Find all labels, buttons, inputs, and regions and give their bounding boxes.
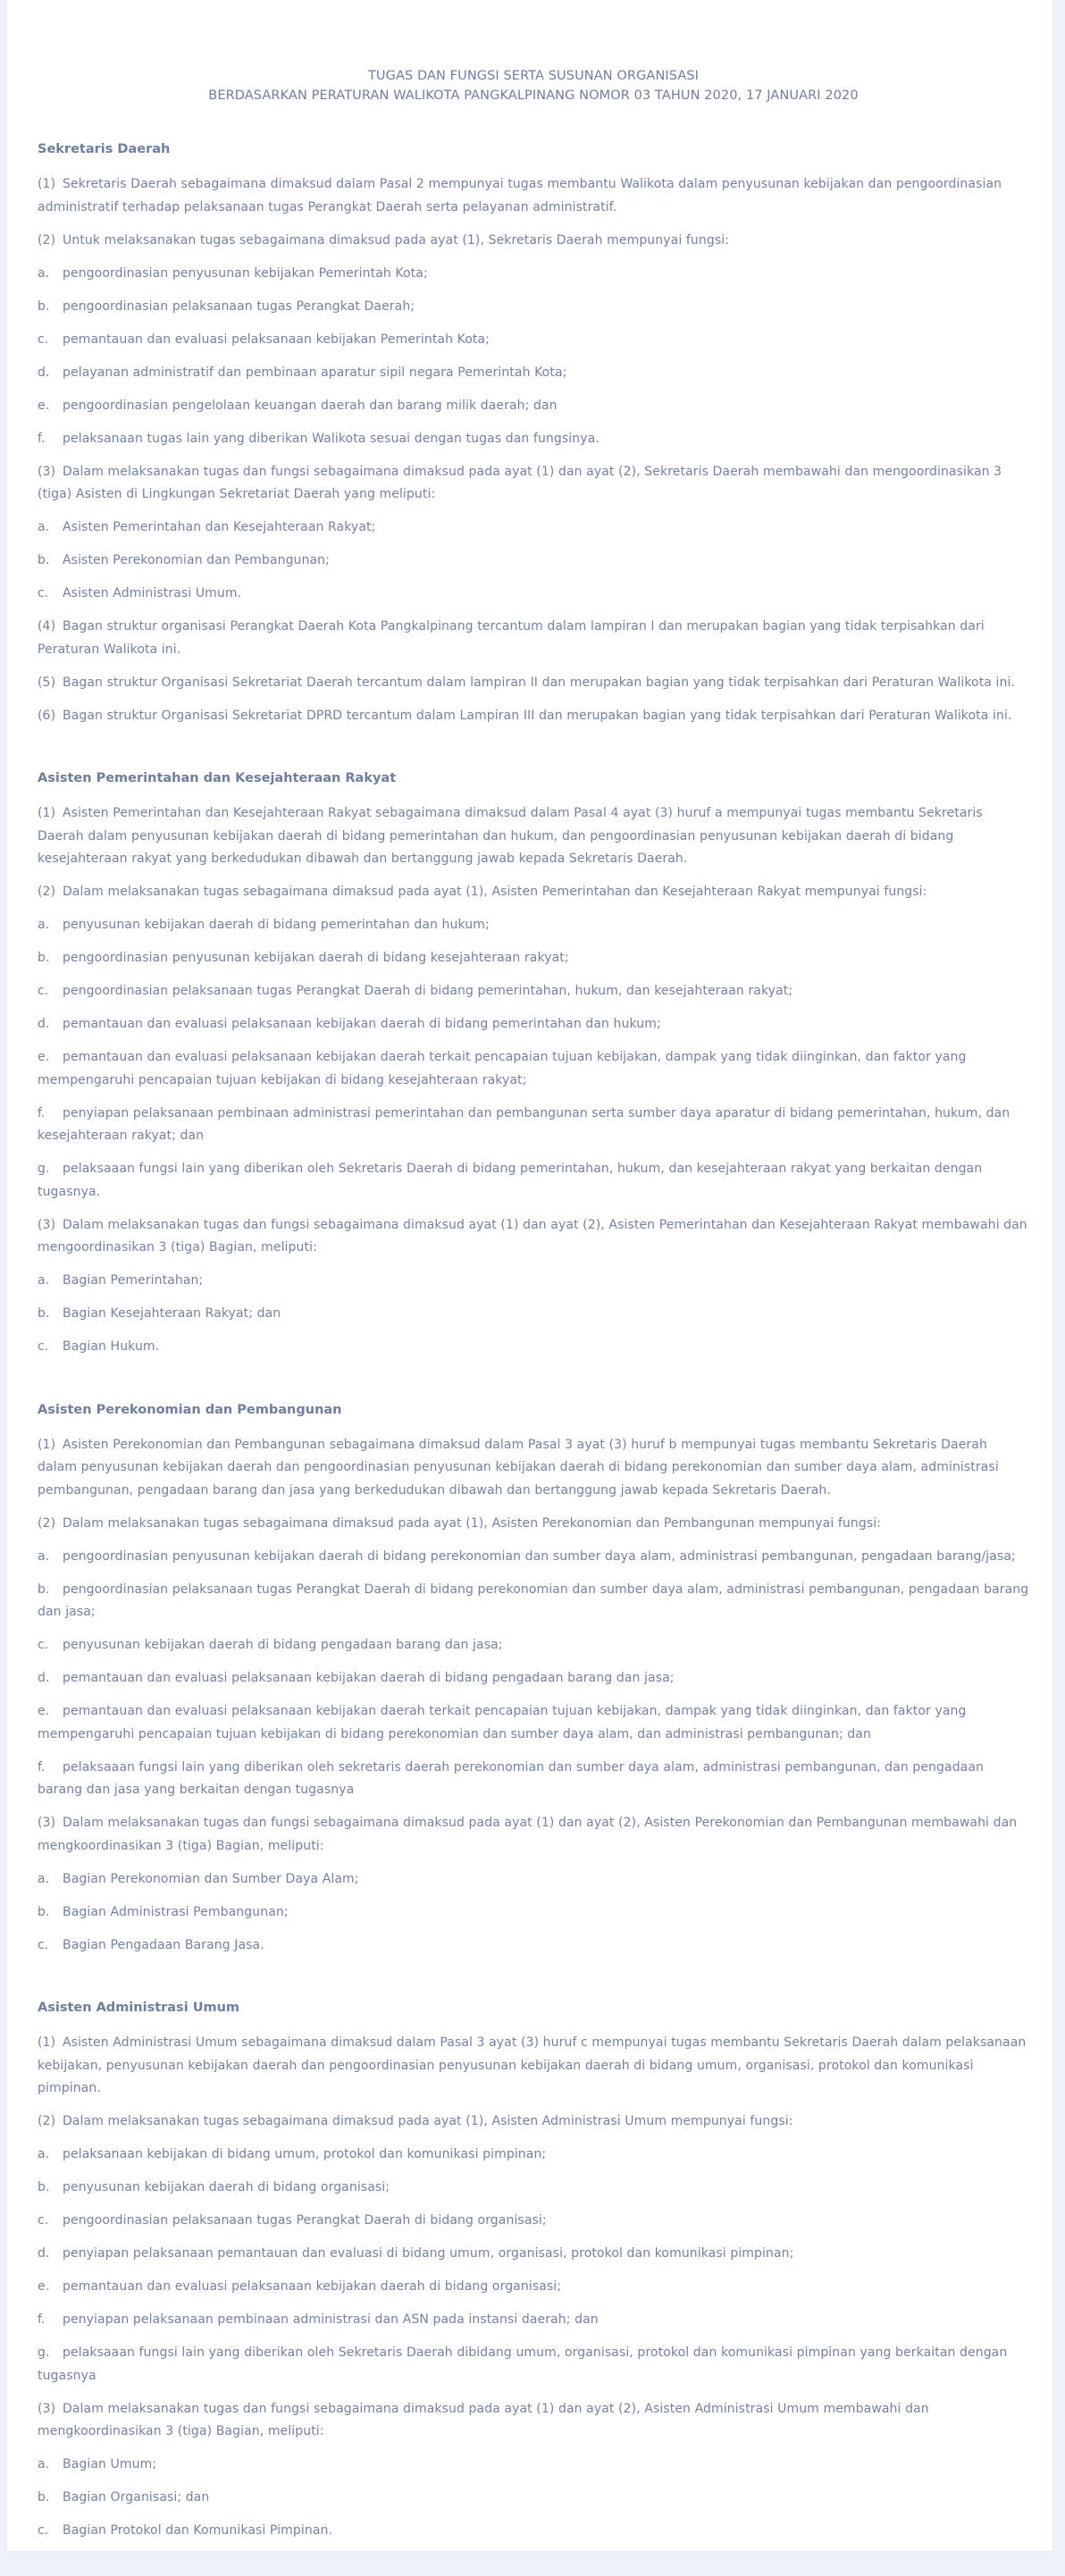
item-text: Bagian Kesejahteraan Rakyat; dan — [63, 1306, 281, 1321]
list-item — [38, 1214, 1029, 1260]
section-heading: Asisten Pemerintahan dan Kesejahteraan Rakyat — [38, 771, 397, 785]
list-item — [38, 705, 1029, 728]
item-text: pelaksaaan fungsi lain yang diberikan oleh sekretaris daerah perekonomian dan sumber daya alam, administrasi pembangunan, dan pengadaan barang dan jasa yang berkaitan dengan tugasnya — [38, 1759, 985, 1797]
item-text: Asisten Perekonomian dan Pembangunan sebagaimana dimaksud dalam Pasal 3 ayat (3) huruf b mempunyai tugas membantu Sekretaris Daerah dalam penyusunan kebijakan daerah dan pengoordinasian penyusunan kebijakan daerah di bidang perekonomian dan sumber daya alam, administrasi pembangunan, pengadaan barang dan jasa yang berkedudukan dibawah dan bertanggung jawab kepada Sekretaris Daerah. — [38, 1437, 999, 1498]
list-item — [38, 329, 1029, 352]
section — [38, 1400, 1029, 1958]
item-text: Bagian Protokol dan Komunikasi Pimpinan. — [63, 2523, 333, 2538]
list-item — [38, 2177, 1029, 2200]
list-item — [38, 230, 1029, 253]
item-marker: (6) — [38, 708, 56, 723]
list-item — [38, 2243, 1029, 2266]
document-title-line-2: BERDASARKAN PERATURAN WALIKOTA PANGKALPINANG NOMOR 03 TAHUN 2020, 17 JANUARI 2020 — [208, 88, 859, 103]
item-text: pemantauan dan evaluasi pelaksanaan kebijakan Pemerintah Kota; — [63, 331, 490, 347]
item-marker: (1) — [38, 177, 56, 191]
item-text: Bagian Hukum. — [63, 1339, 160, 1354]
list-item — [38, 802, 1029, 871]
item-marker: d. — [38, 1017, 50, 1031]
item-marker: (1) — [38, 1437, 56, 1452]
item-text: pengoordinasian pengelolaan keuangan daerah dan barang milik daerah; dan — [63, 398, 558, 413]
item-marker: a. — [38, 2457, 50, 2471]
item-marker: (1) — [38, 2035, 56, 2050]
item-text: pengoordinasian pelaksanaan tugas Perangkat Daerah di bidang pemerintahan, hukum, dan kesejahteraan rakyat; — [63, 984, 793, 998]
list-item — [38, 395, 1029, 418]
item-text: Bagan struktur Organisasi Sekretariat Daerah tercantum dalam lampiran II dan merupakan bagian yang tidak terpisahkan dari Peraturan Walikota ini. — [63, 675, 1016, 690]
item-marker: e. — [38, 1050, 50, 1064]
list-item — [38, 362, 1029, 385]
list-item — [38, 2520, 1029, 2543]
item-marker: b. — [38, 553, 50, 567]
section-heading: Asisten Administrasi Umum — [38, 2001, 240, 2015]
item-text: Asisten Administrasi Umum sebagaimana dimaksud dalam Pasal 3 ayat (3) huruf c mempunyai tugas membantu Sekretaris Daerah dalam pelaksanaan kebijakan, penyusunan kebijakan daerah dan pengoordinasian penyusunan kebijakan daerah di bidang umum, organisasi, protokol dan komunikasi pimpinan. — [38, 2035, 1027, 2095]
item-marker: c. — [38, 2213, 49, 2228]
item-text: Dalam melaksanakan tugas dan fungsi sebagaimana dimaksud pada ayat (1) dan ayat (2), Asisten Perekonomian dan Pembangunan membawahi dan mengkoordinasikan 3 (tiga) Bagian, meliputi: — [38, 1816, 1018, 1853]
list-item — [38, 2276, 1029, 2299]
section — [38, 768, 1029, 1359]
document-content — [38, 0, 1029, 2553]
section-heading: Sekretaris Daerah — [38, 142, 171, 156]
item-marker: a. — [38, 520, 50, 534]
item-marker: c. — [38, 984, 49, 998]
item-text: pelaksanaan kebijakan di bidang umum, protokol dan komunikasi pimpinan; — [63, 2147, 547, 2161]
item-text: penyusunan kebijakan daerah di bidang pemerintahan dan hukum; — [63, 918, 490, 932]
item-text: Dalam melaksanakan tugas dan fungsi sebagaimana dimaksud pada ayat (1) dan ayat (2), Asisten Administrasi Umum membawahi dan mengkoordinasikan 3 (tiga) Bagian, meliputi: — [38, 2401, 929, 2438]
item-text: Dalam melaksanakan tugas sebagaimana dimaksud pada ayat (1), Asisten Perekonomian dan Pembangunan mempunyai fungsi: — [63, 1515, 882, 1531]
item-text: Sekretaris Daerah sebagaimana dimaksud dalam Pasal 2 mempunyai tugas membantu Walikota dalam penyusunan kebijakan dan pengoordinasian administratif terhadap pelaksanaan tugas Perangkat Daerah serta pelayanan administratif. — [38, 177, 1002, 214]
item-text: pengoordinasian pelaksanaan tugas Perangkat Daerah di bidang perekonomian dan sumber daya alam, administrasi pembangunan, pengadaan barang dan jasa; — [38, 1582, 1029, 1619]
item-text: pemantauan dan evaluasi pelaksanaan kebijakan daerah di bidang pemerintahan dan hukum; — [63, 1017, 661, 1031]
item-text: pelayanan administratif dan pembinaan aparatur sipil negara Pemerintah Kota; — [63, 365, 567, 380]
list-item — [38, 516, 1029, 540]
item-marker: (3) — [38, 1816, 56, 1830]
list-item — [38, 914, 1029, 937]
list-item — [38, 2210, 1029, 2233]
item-marker: g. — [38, 1162, 50, 1176]
item-text: Dalam melaksanakan tugas sebagaimana dimaksud pada ayat (1), Asisten Pemerintahan dan Kesejahteraan Rakyat mempunyai fungsi: — [63, 885, 927, 899]
item-text: pengoordinasian penyusunan kebijakan daerah di bidang kesejahteraan rakyat; — [63, 951, 569, 965]
list-item — [38, 173, 1029, 219]
list-item — [38, 1046, 1029, 1092]
item-text: penyiapan pelaksanaan pembinaan administrasi dan ASN pada instansi daerah; dan — [63, 2312, 599, 2327]
item-text: Bagian Organisasi; dan — [63, 2490, 210, 2505]
list-item — [38, 1757, 1029, 1802]
item-marker: (1) — [38, 806, 56, 820]
item-marker: d. — [38, 1671, 50, 1685]
item-text: pelaksaaan fungsi lain yang diberikan oleh Sekretaris Daerah di bidang pemerintahan, hukum, dan kesejahteraan rakyat yang berkaitan dengan tugasnya. — [38, 1162, 983, 1199]
list-item — [38, 263, 1029, 286]
list-item — [38, 1270, 1029, 1293]
list-item — [38, 1667, 1029, 1691]
item-marker: a. — [38, 265, 50, 281]
item-marker: f. — [38, 431, 46, 446]
item-marker: (5) — [38, 675, 56, 690]
document-title-line-1: TUGAS DAN FUNGSI SERTA SUSUNAN ORGANISASI — [367, 69, 700, 83]
list-item — [38, 1303, 1029, 1326]
item-marker: c. — [38, 331, 49, 347]
item-marker: e. — [38, 1704, 50, 1718]
list-item — [38, 616, 1029, 661]
item-text: penyiapan pelaksanaan pembinaan administrasi pemerintahan dan pembangunan serta sumber daya aparatur di bidang pemerintahan, hukum, dan kesejahteraan rakyat; dan — [38, 1105, 1010, 1143]
item-marker: c. — [38, 586, 49, 600]
list-item — [38, 1812, 1029, 1858]
item-marker: f. — [38, 2312, 46, 2327]
item-text: pengoordinasian pelaksanaan tugas Perangkat Daerah di bidang organisasi; — [63, 2213, 547, 2228]
list-item — [38, 1901, 1029, 1925]
item-marker: b. — [38, 1904, 50, 1919]
item-marker: a. — [38, 1871, 50, 1886]
item-text: Bagian Umum; — [63, 2457, 157, 2471]
item-text: pemantauan dan evaluasi pelaksanaan kebijakan daerah di bidang pengadaan barang dan jasa; — [63, 1671, 675, 1685]
item-marker: f. — [38, 1105, 46, 1120]
item-marker: c. — [38, 1638, 49, 1652]
item-text: pemantauan dan evaluasi pelaksanaan kebijakan daerah terkait pencapaian tujuan kebijakan, dampak yang tidak diinginkan, dan faktor yang mempengaruhi pencapaian tujuan kebijakan di bidang perekonomian dan sumber daya alam, dan administrasi pembangunan; dan — [38, 1704, 967, 1741]
list-item — [38, 1579, 1029, 1624]
item-marker: d. — [38, 365, 50, 380]
list-item — [38, 1434, 1029, 1503]
item-marker: (4) — [38, 619, 56, 634]
item-marker: (2) — [38, 1515, 56, 1531]
item-marker: e. — [38, 2279, 50, 2294]
item-marker: c. — [38, 1339, 49, 1354]
item-text: Bagian Perekonomian dan Sumber Daya Alam; — [63, 1871, 359, 1886]
item-marker: f. — [38, 1759, 46, 1775]
list-item — [38, 2342, 1029, 2387]
list-item — [38, 461, 1029, 507]
list-item — [38, 296, 1029, 319]
item-marker: (2) — [38, 2114, 56, 2128]
item-marker: (3) — [38, 2401, 56, 2416]
item-text: pelaksanaan tugas lain yang diberikan Walikota sesuai dengan tugas dan fungsinya. — [63, 431, 600, 446]
list-item — [38, 2032, 1029, 2101]
list-item — [38, 2398, 1029, 2444]
list-item — [38, 1634, 1029, 1657]
item-marker: c. — [38, 1937, 49, 1952]
list-item — [38, 881, 1029, 904]
section-heading: Asisten Perekonomian dan Pembangunan — [38, 1402, 342, 1417]
item-text: pelaksaaan fungsi lain yang diberikan oleh Sekretaris Daerah dibidang umum, organisasi, protokol dan komunikasi pimpinan yang berkaitan dengan tugasnya — [38, 2345, 1008, 2383]
item-marker: (2) — [38, 232, 56, 248]
item-text: Bagian Pengadaan Barang Jasa. — [63, 1937, 264, 1952]
item-marker: a. — [38, 918, 50, 932]
item-marker: e. — [38, 398, 50, 413]
list-item — [38, 672, 1029, 695]
item-text: Bagan struktur organisasi Perangkat Daerah Kota Pangkalpinang tercantum dalam lampiran I dan merupakan bagian yang tidak terpisahkan dari Peraturan Walikota ini. — [38, 619, 985, 657]
list-item — [38, 428, 1029, 451]
list-item — [38, 583, 1029, 606]
item-text: Dalam melaksanakan tugas dan fungsi sebagaimana dimaksud ayat (1) dan ayat (2), Asisten Pemerintahan dan Kesejahteraan Rakyat membawahi dan mengoordinasikan 3 (tiga) Bagian, meliputi: — [38, 1217, 1027, 1254]
list-item — [38, 2144, 1029, 2167]
list-item — [38, 2487, 1029, 2510]
item-text: Dalam melaksanakan tugas dan fungsi sebagaimana dimaksud pada ayat (1) dan ayat (2), Sekretaris Daerah membawahi dan mengoordinasikan 3 (tiga) Asisten di Lingkungan Sekretariat Daerah yang meliputi: — [38, 464, 1002, 501]
section — [38, 1998, 1029, 2543]
item-text: Asisten Pemerintahan dan Kesejahteraan Rakyat; — [63, 520, 376, 534]
item-marker: b. — [38, 1306, 50, 1321]
list-item — [38, 1336, 1029, 1359]
item-marker: b. — [38, 951, 50, 965]
item-marker: b. — [38, 2490, 50, 2505]
list-item — [38, 1513, 1029, 1536]
item-text: Bagian Pemerintahan; — [63, 1273, 204, 1288]
item-marker: b. — [38, 298, 50, 314]
list-item — [38, 2309, 1029, 2332]
item-text: pengoordinasian pelaksanaan tugas Perangkat Daerah; — [63, 298, 415, 314]
item-marker: a. — [38, 1273, 50, 1288]
list-item — [38, 2454, 1029, 2477]
sections-container — [38, 139, 1029, 2543]
list-item — [38, 1158, 1029, 1204]
list-item — [38, 1103, 1029, 1148]
item-text: Dalam melaksanakan tugas sebagaimana dimaksud pada ayat (1), Asisten Administrasi Umum mempunyai fungsi: — [63, 2114, 793, 2128]
item-text: penyusunan kebijakan daerah di bidang organisasi; — [63, 2180, 390, 2194]
list-item — [38, 550, 1029, 573]
item-text: Bagian Administrasi Pembangunan; — [63, 1904, 289, 1919]
item-marker: a. — [38, 2147, 50, 2161]
item-text: Asisten Perekonomian dan Pembangunan; — [63, 553, 330, 567]
item-marker: a. — [38, 1548, 50, 1564]
item-marker: b. — [38, 2180, 50, 2194]
item-text: Untuk melaksanakan tugas sebagaimana dimaksud pada ayat (1), Sekretaris Daerah mempunyai fungsi: — [63, 232, 730, 248]
section — [38, 139, 1029, 727]
item-marker: d. — [38, 2246, 50, 2261]
item-text: Bagan struktur Organisasi Sekretariat DPRD tercantum dalam Lampiran III dan merupakan bagian yang tidak terpisahkan dari Peraturan Walikota ini. — [63, 708, 1012, 723]
list-item — [38, 980, 1029, 1003]
list-item — [38, 2110, 1029, 2134]
list-item — [38, 947, 1029, 970]
item-text: pengoordinasian penyusunan kebijakan Pemerintah Kota; — [63, 265, 428, 281]
item-marker: g. — [38, 2345, 50, 2360]
item-text: pengoordinasian penyusunan kebijakan daerah di bidang perekonomian dan sumber daya alam, administrasi pembangunan, pengadaan barang/jasa; — [63, 1548, 1016, 1564]
list-item — [38, 1546, 1029, 1569]
document-sheet — [7, 0, 1052, 2551]
list-item — [38, 1868, 1029, 1892]
list-item — [38, 1700, 1029, 1746]
item-marker: (2) — [38, 885, 56, 899]
item-marker: (3) — [38, 464, 56, 479]
item-text: pemantauan dan evaluasi pelaksanaan kebijakan daerah di bidang organisasi; — [63, 2279, 562, 2294]
item-marker: b. — [38, 1582, 50, 1597]
item-text: penyiapan pelaksanaan pemantauan dan evaluasi di bidang umum, organisasi, protokol dan komunikasi pimpinan; — [63, 2246, 794, 2261]
list-item — [38, 1013, 1029, 1036]
item-marker: (3) — [38, 1217, 56, 1232]
item-text: pemantauan dan evaluasi pelaksanaan kebijakan daerah terkait pencapaian tujuan kebijakan, dampak yang tidak diinginkan, dan faktor yang mempengaruhi pencapaian tujuan kebijakan di bidang kesejahteraan rakyat; — [38, 1050, 967, 1087]
item-text: Asisten Administrasi Umum. — [63, 586, 242, 600]
list-item — [38, 1934, 1029, 1958]
item-text: penyusunan kebijakan daerah di bidang pengadaan barang dan jasa; — [63, 1638, 503, 1652]
item-text: Asisten Pemerintahan dan Kesejahteraan Rakyat sebagaimana dimaksud dalam Pasal 4 ayat (3) huruf a mempunyai tugas membantu Sekretaris Daerah dalam penyusunan kebijakan daerah di bidang pemerintahan dan hukum, dan pengoordinasian penyusunan kebijakan daerah di bidang kesejahteraan rakyat yang berkedudukan dibawah dan bertanggung jawab kepada Sekretaris Daerah. — [38, 806, 983, 866]
item-marker: c. — [38, 2523, 49, 2538]
